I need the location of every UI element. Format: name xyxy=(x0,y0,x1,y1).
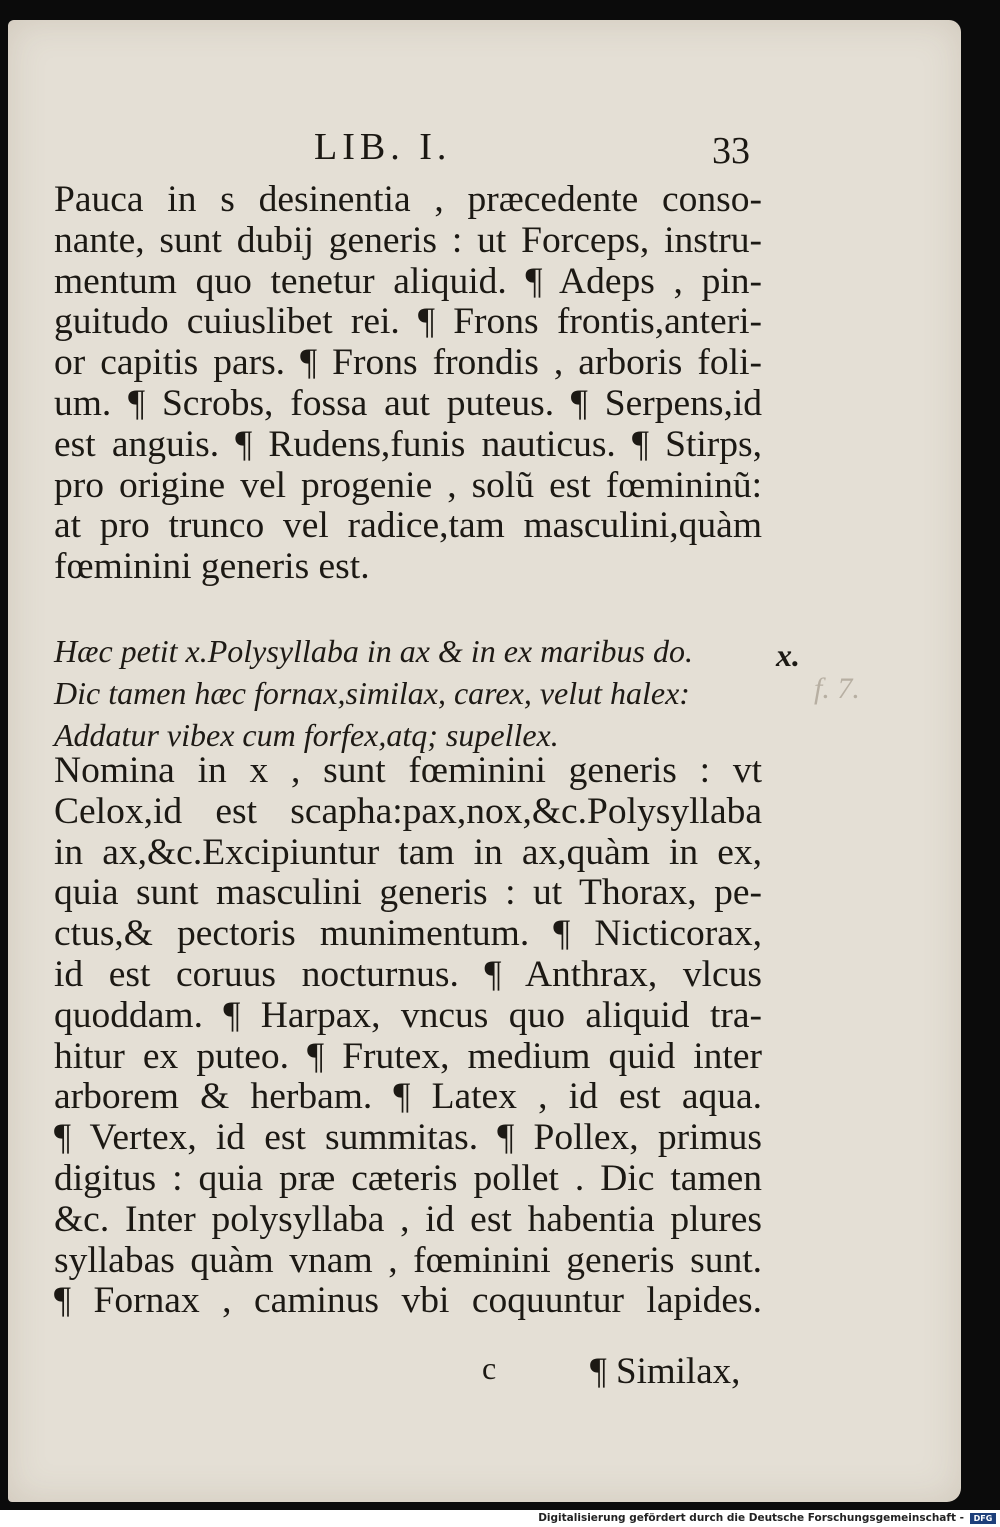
text-line: um. ¶ Scrobs, fossa aut puteus. ¶ Serpens,id xyxy=(54,382,762,424)
paragraph-2 xyxy=(54,751,762,1322)
footer-credit: Digitalisierung gefördert durch die Deutsche Forschungsgemeinschaft - xyxy=(538,1512,964,1524)
verse-line: Hæc petit x.Polysyllaba in ax & in ex maribus do. xyxy=(54,633,693,669)
text-line: fœminini generis est. xyxy=(54,546,370,588)
catchword: ¶ Similax, xyxy=(590,1351,741,1392)
text-line: &c. Inter polysyllaba , id est habentia plures xyxy=(54,1198,762,1240)
text-line: in ax,&c.Excipiuntur tam in ax,quàm in ex, xyxy=(54,831,762,873)
text-line: Celox,id est scapha:pax,nox,&c.Polysyllaba xyxy=(54,790,762,832)
text-line: at pro trunco vel radice,tam masculini,quàm xyxy=(54,505,762,547)
running-head: LIB. I. xyxy=(314,126,452,168)
text-line: id est coruus nocturnus. ¶ Anthrax, vlcus xyxy=(54,953,762,995)
text-line: Nomina in x , sunt fœminini generis : vt xyxy=(54,750,762,791)
page-number: 33 xyxy=(712,130,750,172)
margin-note: x. xyxy=(776,637,800,673)
text-line: arborem & herbam. ¶ Latex , id est aqua. xyxy=(54,1076,762,1118)
signature-mark: c xyxy=(482,1350,497,1386)
text-line: quia sunt masculini generis : ut Thorax, pe- xyxy=(54,872,762,914)
text-line: syllabas quàm vnam , fœminini generis sunt. xyxy=(54,1239,762,1281)
text-line: quoddam. ¶ Harpax, vncus quo aliquid tra- xyxy=(54,994,762,1036)
text-line: ¶ Vertex, id est summitas. ¶ Pollex, primus xyxy=(54,1117,762,1159)
book-page xyxy=(8,20,961,1502)
text-line: pro origine vel progenie , solũ est fœmininũ: xyxy=(54,464,762,506)
text-line: or capitis pars. ¶ Frons frondis , arboris foli- xyxy=(54,342,762,384)
dfg-logo: DFG xyxy=(970,1513,996,1524)
text-line: guitudo cuiuslibet rei. ¶ Frons frontis,anteri- xyxy=(54,301,762,343)
text-line: ¶ Fornax , caminus vbi coquuntur lapides. xyxy=(54,1280,762,1322)
verse-block xyxy=(54,630,774,756)
text-line: Pauca in s desinentia , præcedente conso- xyxy=(54,179,762,220)
text-line: nante, sunt dubij generis : ut Forceps, instru- xyxy=(54,219,762,261)
paragraph-1 xyxy=(54,180,762,588)
text-line: est anguis. ¶ Rudens,funis nauticus. ¶ Stirps, xyxy=(54,423,762,465)
digitization-footer xyxy=(0,1510,1000,1527)
text-line: ctus,& pectoris munimentum. ¶ Nicticorax, xyxy=(54,913,762,955)
verse-line: Addatur vibex cum forfex,atq; supellex. xyxy=(54,717,559,753)
text-line: mentum quo tenetur aliquid. ¶ Adeps , pin- xyxy=(54,260,762,302)
verse-line: Dic tamen hæc fornax,similax, carex, velut halex: xyxy=(54,675,690,711)
pencil-annotation: f. 7. xyxy=(814,672,860,705)
page-header xyxy=(8,125,961,185)
text-line: hitur ex puteo. ¶ Frutex, medium quid inter xyxy=(54,1035,762,1077)
text-line: digitus : quia præ cæteris pollet . Dic tamen xyxy=(54,1157,762,1199)
